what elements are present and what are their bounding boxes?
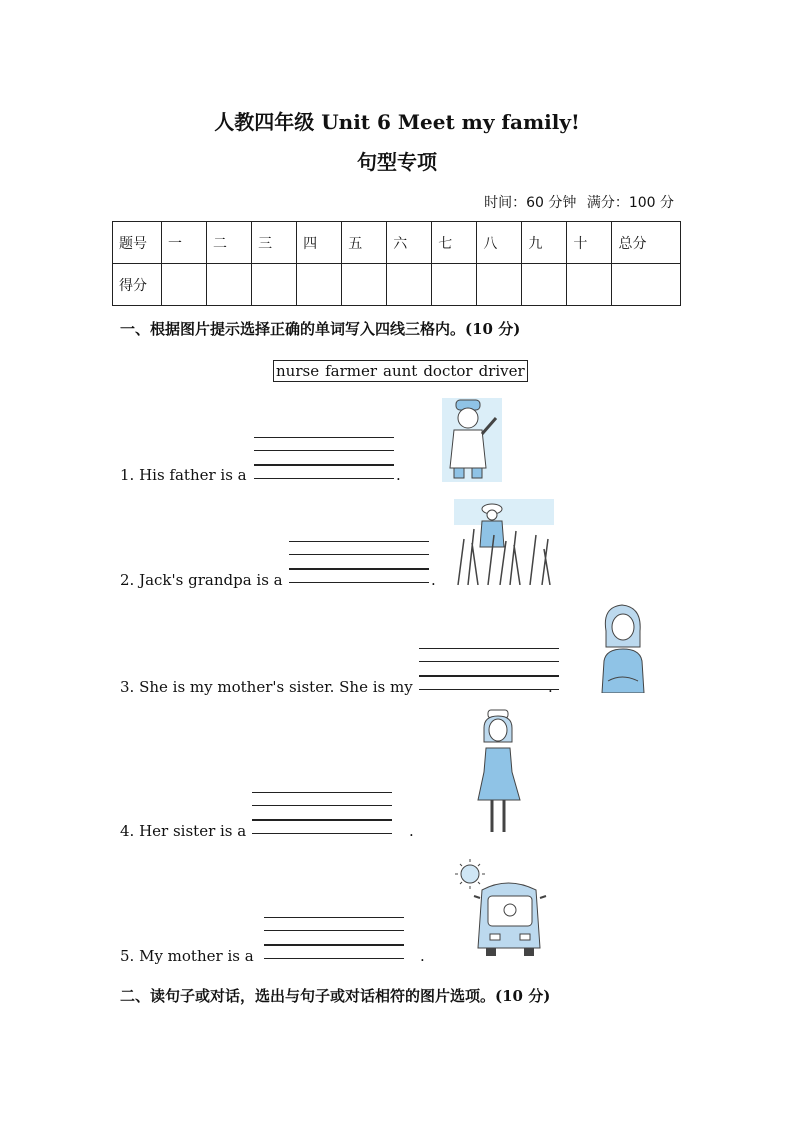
exam-time: 时间：60 分钟 xyxy=(484,195,577,211)
table-cell: 总分 xyxy=(612,222,681,264)
score-cell[interactable] xyxy=(252,264,297,306)
question-4-period: . xyxy=(409,822,414,840)
score-table-header-row xyxy=(113,222,681,264)
bus-driver-icon xyxy=(452,856,560,960)
score-cell[interactable] xyxy=(612,264,681,306)
question-5-text: 5. My mother is a xyxy=(120,947,254,965)
writing-lines-3[interactable] xyxy=(419,648,559,690)
score-cell[interactable] xyxy=(567,264,612,306)
score-cell[interactable] xyxy=(297,264,342,306)
section-2-points: (10 分) xyxy=(495,987,551,1005)
section-1-heading xyxy=(120,318,520,339)
word-bank-item: farmer xyxy=(325,362,378,380)
question-2-period: . xyxy=(431,571,436,589)
writing-lines-2[interactable] xyxy=(289,541,429,583)
score-cell[interactable] xyxy=(387,264,432,306)
question-1-text: 1. His father is a xyxy=(120,466,247,484)
question-3-text: 3. She is my mother's sister. She is my xyxy=(120,678,413,696)
question-4-text: 4. Her sister is a xyxy=(120,822,247,840)
writing-lines-4[interactable] xyxy=(252,792,392,834)
word-bank xyxy=(273,360,528,382)
score-cell[interactable] xyxy=(342,264,387,306)
score-cell[interactable] xyxy=(522,264,567,306)
table-cell: 十 xyxy=(567,222,612,264)
writing-lines-1[interactable] xyxy=(254,437,394,479)
table-cell: 八 xyxy=(477,222,522,264)
full-score: 满分：100 分 xyxy=(586,195,674,211)
word-bank-item: aunt xyxy=(383,362,418,380)
score-table xyxy=(112,221,681,306)
writing-lines-5[interactable] xyxy=(264,917,404,959)
word-bank-item: nurse xyxy=(276,362,320,380)
table-cell: 九 xyxy=(522,222,567,264)
table-cell: 得分 xyxy=(113,264,162,306)
page-title: 人教四年级 Unit 6 Meet my family! xyxy=(214,110,580,134)
question-3-period: . xyxy=(548,678,553,696)
question-1-period: . xyxy=(396,466,401,484)
question-2-text: 2. Jack's grandpa is a xyxy=(120,571,283,589)
table-cell: 二 xyxy=(207,222,252,264)
score-cell[interactable] xyxy=(432,264,477,306)
page-subtitle: 句型专项 xyxy=(357,150,437,174)
section-2-heading xyxy=(120,985,550,1006)
table-cell: 题号 xyxy=(113,222,162,264)
word-bank-item: driver xyxy=(478,362,525,380)
table-cell: 四 xyxy=(297,222,342,264)
section-1-points: (10 分) xyxy=(465,320,521,338)
table-cell: 六 xyxy=(387,222,432,264)
farmer-icon xyxy=(454,499,554,585)
word-bank-item: doctor xyxy=(423,362,473,380)
nurse-icon xyxy=(476,708,522,838)
doctor-icon xyxy=(440,396,504,484)
score-cell[interactable] xyxy=(207,264,252,306)
woman-icon xyxy=(596,601,650,693)
score-cell[interactable] xyxy=(162,264,207,306)
time-info xyxy=(478,192,674,212)
score-cell[interactable] xyxy=(477,264,522,306)
section-1-text: 一、根据图片提示选择正确的单词写入四线三格内。 xyxy=(120,320,466,338)
table-cell: 三 xyxy=(252,222,297,264)
table-cell: 五 xyxy=(342,222,387,264)
score-table-score-row xyxy=(113,264,681,306)
table-cell: 一 xyxy=(162,222,207,264)
question-5-period: . xyxy=(420,947,425,965)
section-2-text: 二、读句子或对话，选出与句子或对话相符的图片选项。 xyxy=(120,987,496,1005)
table-cell: 七 xyxy=(432,222,477,264)
